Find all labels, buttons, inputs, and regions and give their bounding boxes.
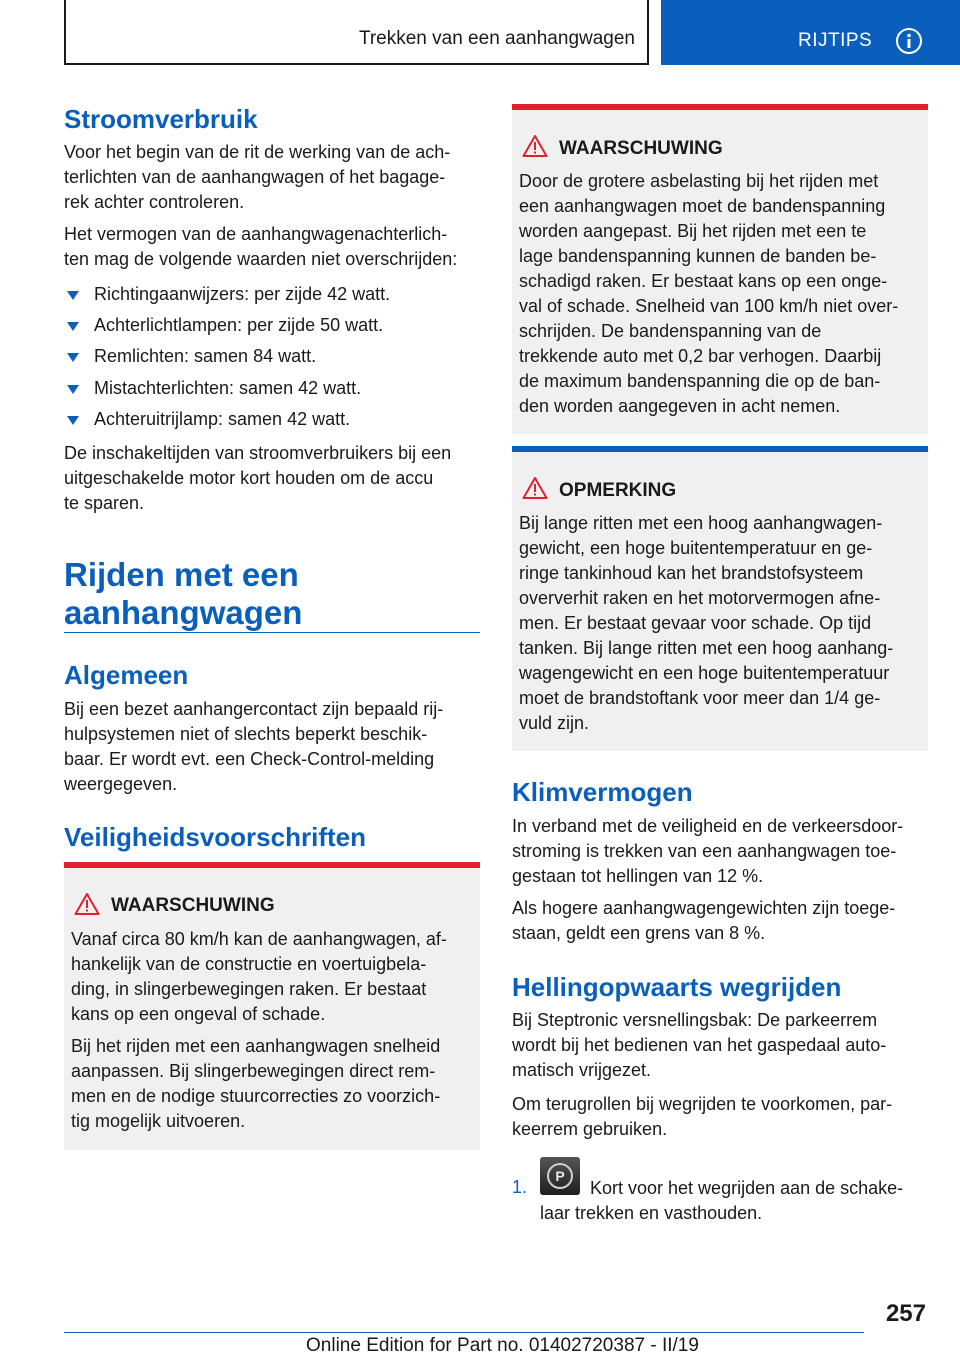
list-item: Achteruitrijlamp: samen 42 watt. [94,409,351,429]
footer-edition: Online Edition for Part no. 01402720387 - II/19 [306,1335,699,1356]
paragraph: Om terugrollen bij wegrijden te voorkomen, par- keerrem gebruiken. [512,1094,893,1139]
header-section-box [64,0,649,65]
paragraph: De inschakeltijden van stroomverbruikers bij een uitgeschakelde motor kort houden om de accu te sparen. [64,443,452,513]
warning-triangle-icon [522,134,548,158]
list-item: Richtingaanwijzers: per zijde 42 watt. [94,284,391,304]
paragraph: In verband met de veiligheid en de verkeersdoor- stroming is trekken van een aanhangwagen toe- gestaan tot hellingen van 12 %. [512,816,904,886]
notice-text: Bij lange ritten met een hoog aanhangwagen- gewicht, een hoge buitentemperatuur en ge- ringe tankinhoud kan het brandstofsysteem oververhit raken en het motorvermogen afne- men. Er bestaat gevaar voor schade. Op tijd tanken. Bij lange ritten met een hoog aanhang- wagengewicht en een hoge buitentemperatuur moet de brandstoftank voor meer dan 1/4 ge- vuld zijn. [519,513,894,733]
section-title: Trekken van een aanhangwagen [358,28,635,49]
step-text: Kort voor het wegrijden aan de schake- [590,1178,904,1198]
heading-klimvermogen: Klimvermogen [512,777,693,807]
parking-brake-icon: P [540,1157,580,1195]
page-number: 257 [885,1300,926,1327]
chapter-heading: Rijden met een aanhangwagen [64,556,303,631]
warning-box [64,862,480,1150]
bullet-triangle-icon [67,385,79,394]
step-number: 1. [512,1177,528,1197]
paragraph: Bij een bezet aanhangercontact zijn bepaald rij- hulpsystemen niet of slechts beperkt beschik- baar. Er wordt evt. een Check-Control-melding weergegeven. [64,699,444,794]
paragraph: Het vermogen van de aanhangwagenachterlich- ten mag de volgende waarden niet overschrijden: [64,224,458,269]
heading-veiligheidsvoorschriften: Veiligheidsvoorschriften [64,822,366,852]
bullet-triangle-icon [67,416,79,425]
warning-title: WAARSCHUWING [559,138,723,159]
header-category-box[interactable] [661,0,960,65]
paragraph: Bij Steptronic versnellingsbak: De parkeerrem wordt bij het bedienen van het gaspedaal auto- matisch vrijgezet. [512,1010,887,1080]
heading-divider [64,632,480,633]
warning-box [512,104,928,434]
paragraph: Als hogere aanhangwagengewichten zijn toege- staan, geldt een grens van 8 %. [512,898,896,943]
list-item: Achterlichtlampen: per zijde 50 watt. [94,315,384,335]
bullet-triangle-icon [67,353,79,362]
notice-box [512,446,928,751]
info-icon[interactable] [895,27,923,55]
heading-algemeen: Algemeen [64,660,189,690]
list-item: Mistachterlichten: samen 42 watt. [94,378,362,398]
warning-title: WAARSCHUWING [111,895,275,916]
warning-text: Vanaf circa 80 km/h kan de aanhangwagen, af- hankelijk van de constructie en voertuigbela- ding, in slingerbewegingen raken. Er bestaat kans op een ongeval of schade. [71,929,447,1024]
heading-hellingopwaarts-wegrijden: Hellingopwaarts wegrijden [512,972,842,1002]
notice-triangle-icon [522,476,548,500]
category-label[interactable]: RIJTIPS [798,30,873,51]
warning-text: Bij het rijden met een aanhangwagen snelheid aanpassen. Bij slingerbewegingen direct rem- men en de nodige stuurcorrecties zo voorzich- tig mogelijk uitvoeren. [71,1036,441,1131]
warning-triangle-icon [74,892,100,916]
heading-stroomverbruik: Stroomverbruik [64,104,258,134]
bullet-triangle-icon [67,291,79,300]
list-item: Remlichten: samen 84 watt. [94,346,317,366]
footer-divider [64,1332,864,1333]
paragraph: Voor het begin van de rit de werking van de ach- terlichten van de aanhangwagen of het bagage- rek achter controleren. [64,142,451,212]
notice-title: OPMERKING [559,480,677,501]
bullet-triangle-icon [67,322,79,331]
warning-text: Door de grotere asbelasting bij het rijden met een aanhangwagen moet de bandenspanning worden aangepast. Bij het rijden met een te lage bandenspanning kunnen de banden be- schadigd raken. Er bestaat kans op een onge- val of schade. Snelheid van 100 km/h niet over- schrijden. De bandenspanning van de trekkende auto met 0,2 bar verhogen. Daarbij de maximum bandenspanning die op de ban- den worden aangegeven in acht nemen. [519,171,899,416]
step-text: laar trekken en vasthouden. [540,1203,763,1223]
